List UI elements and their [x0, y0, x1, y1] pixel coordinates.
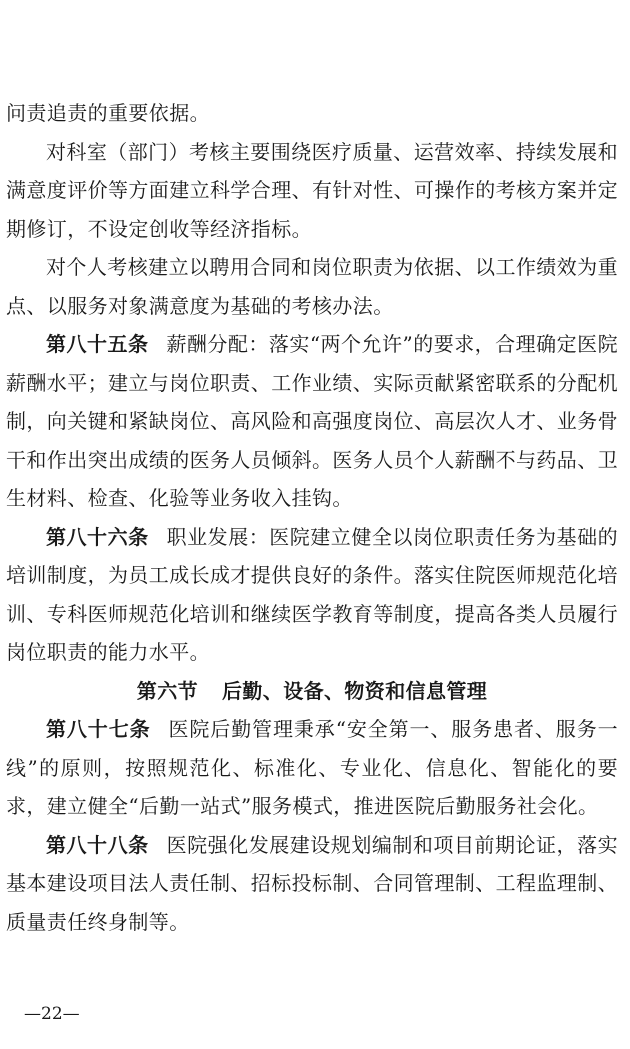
- article-87-text: 医院后勤管理秉承“安全第一、服务患者、服务一线”的原则，按照规范化、标准化、专业化、信息化、智能化的要求，建立健全“后勤一站式”服务模式，推进医院后勤服务社会化。: [6, 717, 618, 818]
- paragraph-department-assessment: 对科室（部门）考核主要围绕医疗质量、运营效率、持续发展和满意度评价等方面建立科学合理、有针对性、可操作的考核方案并定期修订，不设定创收等经济指标。: [6, 139, 618, 241]
- section-title: 后勤、设备、物资和信息管理: [222, 678, 488, 703]
- article-86-text: 职业发展：医院建立健全以岗位职责任务为基础的培训制度，为员工成长成才提供良好的条件。落实住院医师规范化培训、专科医师规范化培训和继续医学教育等制度，提高各类人员履行岗位职责的能力水平。: [6, 524, 618, 664]
- paragraph-continuation: 问责追责的重要依据。: [6, 101, 210, 125]
- paragraph-individual-assessment: 对个人考核建立以聘用合同和岗位职责为依据、以工作绩效为重点、以服务对象满意度为基础的考核办法。: [6, 255, 618, 318]
- article-87-number: 第八十七条: [46, 717, 151, 741]
- article-88: [6, 826, 618, 942]
- article-85-number: 第八十五条: [46, 332, 149, 356]
- article-85-text: 薪酬分配：落实“两个允许”的要求，合理确定医院薪酬水平；建立与岗位职责、工作业绩、实际贡献紧密联系的分配机制，向关键和紧缺岗位、高风险和高强度岗位、高层次人才、业务骨干和作出突出成绩的医务人员倾斜。医务人员个人薪酬不与药品、卫生材料、检查、化验等业务收入挂钩。: [6, 332, 618, 510]
- section-number: 第六节: [136, 678, 198, 703]
- article-87: [6, 710, 618, 826]
- article-88-text: 医院强化发展建设规划编制和项目前期论证，落实基本建设项目法人责任制、招标投标制、合同管理制、工程监理制、质量责任终身制等。: [6, 832, 618, 934]
- article-88-number: 第八十八条: [46, 832, 149, 857]
- article-86: [6, 518, 618, 672]
- section-heading: [6, 672, 618, 711]
- document-page: [6, 94, 618, 941]
- article-86-number: 第八十六条: [46, 524, 149, 549]
- article-85: [6, 325, 618, 518]
- page-number: —22—: [24, 1004, 80, 1024]
